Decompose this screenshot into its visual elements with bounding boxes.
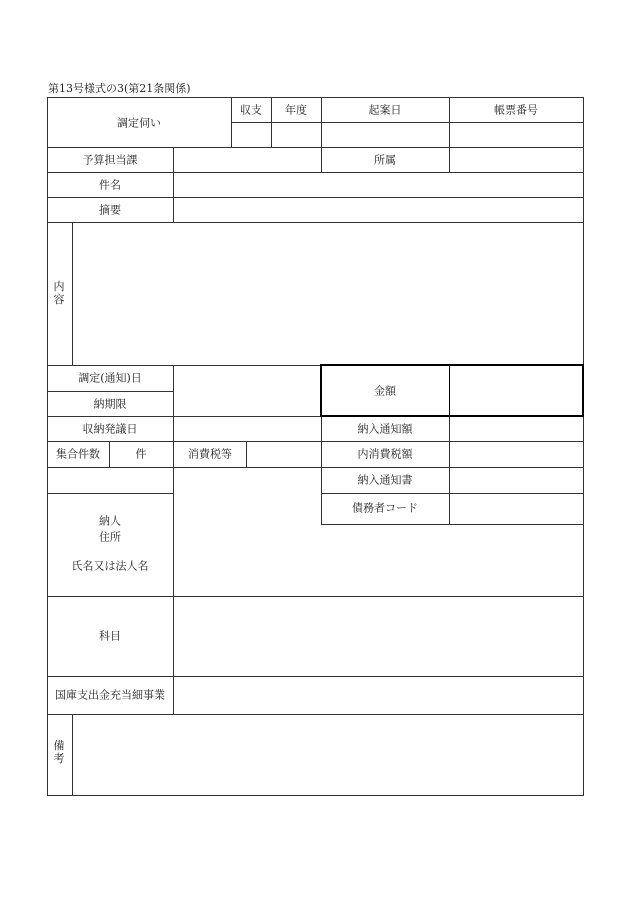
label-nonyu-tsuchi-sho: 納入通知書 [357, 473, 413, 487]
label-biko: 備考 [53, 739, 65, 765]
label-kenmei: 件名 [99, 178, 121, 192]
shushi-field[interactable] [232, 123, 271, 147]
chotei-tsuchi-bi-field[interactable] [174, 366, 321, 391]
nendo-field[interactable] [272, 123, 321, 147]
uchi-shohizei-gaku-field[interactable] [450, 442, 583, 467]
label-shozoku: 所属 [374, 153, 396, 167]
label-kamoku: 科目 [99, 629, 121, 643]
kokko-field[interactable] [174, 677, 583, 714]
label-naiyo: 内容 [53, 280, 65, 306]
label-saimusha-code: 債務者コード [352, 501, 418, 515]
label-noki-gen: 納期限 [93, 397, 127, 411]
label-chotei-tsuchi-bi: 調定(通知)日 [78, 371, 142, 385]
shuno-hatsugi-bi-field[interactable] [174, 417, 321, 441]
label-nendo: 年度 [285, 103, 307, 117]
tekiyo-field[interactable] [174, 198, 583, 222]
label-shohizei-to: 消費税等 [188, 447, 232, 461]
saimusha-code-field[interactable] [450, 494, 583, 524]
nonin-field[interactable] [174, 494, 321, 596]
label-shimei: 氏名又は法人名 [71, 559, 149, 573]
kingaku-field[interactable] [450, 366, 583, 416]
label-shuno-hatsugi-bi: 収納発議日 [82, 422, 138, 436]
nonyu-tsuchi-gaku-field[interactable] [450, 417, 583, 441]
label-chohyo-bango: 帳票番号 [494, 103, 538, 117]
label-shugo-kensu: 集合件数 [56, 447, 100, 461]
label-kingaku: 金額 [374, 384, 396, 398]
label-kianbi: 起案日 [368, 103, 402, 117]
label-yosan-tanto-ka: 予算担当課 [82, 153, 138, 167]
label-kokko: 国庫支出金充当細事業 [55, 688, 165, 702]
noki-gen-field[interactable] [174, 392, 321, 416]
label-tekiyo: 摘要 [99, 203, 121, 217]
label-nonin: 納人 [99, 514, 121, 528]
kamoku-field[interactable] [174, 597, 583, 676]
label-jusho: 住所 [99, 530, 121, 544]
kenmei-field[interactable] [174, 173, 583, 197]
shohizei-to-field[interactable] [247, 442, 321, 467]
naiyo-field[interactable] [73, 223, 583, 365]
yosan-tanto-ka-field[interactable] [174, 148, 321, 172]
nonyu-tsuchi-sho-field[interactable] [450, 468, 583, 493]
form-id-label: 第13号様式の3(第21条関係) [48, 82, 191, 95]
kianbi-field[interactable] [322, 123, 449, 147]
chohyo-bango-field[interactable] [450, 123, 583, 147]
biko-field[interactable] [73, 715, 583, 795]
label-nonyu-tsuchi-gaku: 納入通知額 [357, 422, 413, 436]
label-uchi-shohizei-gaku: 内消費税額 [357, 447, 413, 461]
shozoku-field[interactable] [450, 148, 583, 172]
label-ken: 件 [135, 447, 147, 461]
label-chotei-ukagai: 調定伺い [117, 116, 161, 130]
label-shushi: 収支 [240, 103, 262, 117]
